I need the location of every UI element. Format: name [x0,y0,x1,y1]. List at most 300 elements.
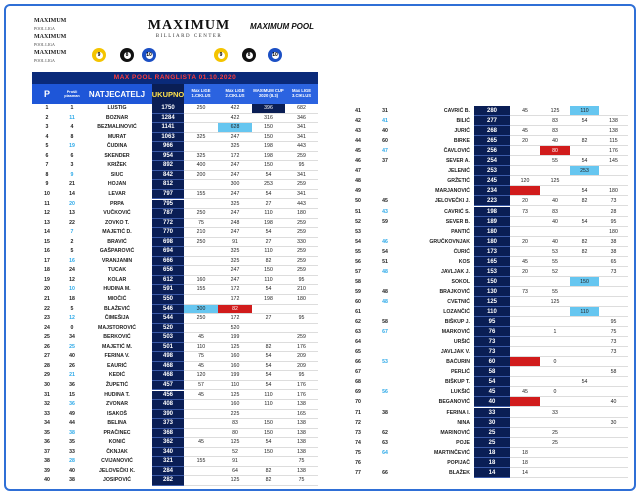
cycle-1-cell: 18 [510,448,540,458]
logo-small-2-text: MAXIMUM [34,34,67,40]
cycle-2-cell: 91 [218,457,252,467]
cycle-1-cell: 20 [510,237,540,247]
previous-cell: 13 [69,210,75,217]
cycle-3-cell: 259 [285,247,318,257]
total-cell: 245 [474,176,510,186]
cycle-2-cell [540,458,570,468]
total-cell: 842 [152,171,184,181]
cup-cell: 198 [252,142,285,152]
cycle-1-cell: 120 [510,176,540,186]
billiard-ball-icon [142,48,156,62]
cycle-2-cell [540,186,570,196]
previous-cell [376,377,394,387]
previous-cell: 16 [69,257,75,264]
cycle-3-cell [599,297,628,307]
table-row [32,285,318,295]
table-row [340,317,628,327]
table-row [32,114,318,124]
cup-cell: 110 [252,209,285,219]
cycle-1-cell: 45 [184,391,218,401]
previous-cell: 35 [69,439,75,446]
cup-cell: 54 [252,371,285,381]
cycle-2-cell: 82 [218,305,252,315]
cycle-2-cell [540,317,570,327]
previous-cell: 66 [382,469,388,476]
cycle-3-cell: 65 [599,257,628,267]
total-cell: 340 [152,448,184,458]
cycle-3-cell: 180 [285,209,318,219]
cycle-3-cell: 180 [599,227,628,237]
total-cell: 520 [152,324,184,334]
cycle-1-cell [184,429,218,439]
logo-small-1 [34,18,66,32]
rank-cell: 58 [355,278,361,285]
ranking-banner: MAX POOL RANGLISTA 01.10.2020 [32,72,318,84]
cycle-3-cell [599,448,628,458]
cycle-1-cell: 75 [184,352,218,362]
cup-cell: 316 [252,114,285,124]
cycle-3-cell: 38 [599,237,628,247]
rank-cell: 4 [45,133,49,140]
total-cell: 457 [152,381,184,391]
cycle-3-cell: 73 [599,347,628,357]
billiard-ball-icon [268,48,282,62]
rank-cell: 62 [355,319,361,326]
cycle-2-cell: 172 [218,314,252,324]
cycle-2-cell: 325 [218,257,252,267]
total-cell: 546 [152,305,184,315]
player-name-cell: BIRKE [453,138,470,145]
cycle-2-cell [540,448,570,458]
rank-cell: 75 [355,449,361,456]
cup-cell [252,333,285,343]
right-ranking-table [340,106,628,478]
cup-cell [570,397,599,407]
brand-logo-subtitle: BILLIARD CENTER [155,34,223,39]
cycle-3-cell: 443 [285,142,318,152]
rank-cell: 66 [355,359,361,366]
cup-cell [570,287,599,297]
table-row [340,397,628,407]
cup-cell [252,410,285,420]
total-cell: 18 [474,458,510,468]
total-cell: 966 [152,142,184,152]
rank-cell: 44 [355,138,361,145]
total-cell: 130 [474,287,510,297]
cycle-2-cell [540,468,570,478]
cup-cell: 150 [252,448,285,458]
previous-cell [376,166,394,176]
cup-cell: 54 [252,190,285,200]
total-cell: 795 [152,200,184,210]
cycle-3-cell: 95 [285,371,318,381]
total-cell: 268 [474,126,510,136]
table-row [32,104,318,114]
table-row [32,228,318,238]
rank-cell: 13 [44,219,50,226]
player-name-cell: BOZNAR [105,114,129,121]
player-name-cell: CAVRIĆ S. [444,208,470,215]
cycle-2-cell: 0 [540,357,570,367]
rank-cell: 10 [44,190,50,197]
table-row [340,267,628,277]
cycle-1-cell [510,307,540,317]
table-row [32,257,318,267]
rank-cell: 60 [355,298,361,305]
total-cell: 362 [152,438,184,448]
previous-cell: 48 [382,268,388,275]
player-name-cell: GRŽETIĆ [447,178,470,185]
player-name-cell: MAJETIĆ M. [102,343,132,350]
cup-cell [570,428,599,438]
cycle-2-cell: 172 [218,152,252,162]
cycle-3-cell: 259 [285,333,318,343]
cycle-3-cell: 443 [285,200,318,210]
cycle-2-cell: 40 [540,196,570,206]
cycle-2-cell: 325 [218,142,252,152]
rank-cell: 37 [44,448,50,455]
cycle-3-cell: 209 [285,362,318,372]
table-row [32,238,318,248]
rank-cell: 16 [44,248,50,255]
previous-cell: 34 [69,334,75,341]
cycle-2-cell: 160 [218,362,252,372]
cycle-3-cell [599,307,628,317]
total-cell: 60 [474,357,510,367]
cycle-3-cell: 138 [285,400,318,410]
total-cell: 591 [152,285,184,295]
cycle-1-cell [510,217,540,227]
player-name-cell: CVETNIĆ [447,298,470,305]
table-row [32,209,318,219]
logo-small-3-text: MAXIMUM [34,50,67,56]
rank-cell: 6 [45,152,49,159]
rank-cell: 24 [44,324,50,331]
player-name-cell: ŽUPETIĆ [105,381,129,388]
column-header-cup: MAXIMUM CUP 2020 (8.3) [252,84,285,104]
player-name-cell: LOZANČIĆ [443,309,470,315]
table-row [32,333,318,343]
total-cell: 30 [474,418,510,428]
rank-cell: 72 [355,419,361,426]
player-name-cell: MARTINČEVIĆ [433,449,470,456]
cycle-2-cell: 83 [540,116,570,126]
total-cell: 694 [152,247,184,257]
cycle-1-cell [510,357,540,367]
total-cell: 812 [152,180,184,190]
total-cell: 373 [152,419,184,429]
total-cell: 892 [152,161,184,171]
cycle-3-cell [599,377,628,387]
player-name-cell: MARJANOVIĆ [435,188,470,195]
cycle-3-cell: 341 [285,190,318,200]
total-cell: 54 [474,377,510,387]
rank-cell: 52 [355,218,361,225]
cycle-1-cell [510,277,540,287]
cycle-3-cell: 341 [285,123,318,133]
cup-cell: 54 [252,285,285,295]
cycle-3-cell: 138 [285,448,318,458]
player-name-cell: FERINA I. [446,409,470,416]
table-row [340,408,628,418]
cycle-2-cell [540,367,570,377]
cup-cell [570,126,599,136]
cycle-1-cell [510,408,540,418]
rank-cell: 41 [355,108,361,114]
player-name-cell: POJE [456,439,470,446]
cycle-1-cell: 45 [510,126,540,136]
total-cell: 954 [152,152,184,162]
player-name-cell: ČUDINA [106,143,128,150]
cycle-2-cell: 247 [218,266,252,276]
cup-cell [570,227,599,237]
cycle-1-cell [510,297,540,307]
total-cell: 656 [152,266,184,276]
cycle-2-cell: 83 [540,207,570,217]
player-name-cell: LUSTIG [107,105,127,111]
cycle-2-cell: 520 [218,324,252,334]
total-cell: 153 [474,267,510,277]
table-row [32,295,318,305]
page-title: MAXIMUM POOL [250,22,314,31]
cycle-1-cell: 73 [510,287,540,297]
previous-cell: 60 [382,138,388,145]
previous-cell: 0 [70,324,74,331]
player-name-cell: ISAKOŠ [107,410,127,417]
cycle-2-cell [540,166,570,176]
billiard-ball-number: 9 [218,52,225,59]
cup-cell: 198 [252,295,285,305]
cycle-1-cell [510,317,540,327]
cycle-1-cell [184,200,218,210]
player-name-cell: SEVER B. [445,218,470,225]
rank-cell: 64 [355,339,361,346]
cup-cell [570,408,599,418]
player-name-cell: ĆURIĆ [453,248,470,255]
previous-cell: 49 [69,410,75,417]
cycle-1-cell [184,142,218,152]
previous-cell: 7 [70,229,74,236]
previous-cell: 8 [70,133,74,140]
total-cell: 1141 [152,123,184,133]
total-cell: 1284 [152,114,184,124]
table-row [340,207,628,217]
previous-cell: 5 [70,305,74,312]
cycle-3-cell: 138 [599,116,628,126]
cycle-3-cell [599,176,628,186]
previous-cell: 47 [382,148,388,155]
cup-cell: 150 [570,277,599,287]
rank-cell: 53 [355,228,361,235]
player-name-cell: MURAT [107,133,127,140]
table-row [32,476,318,486]
cup-cell [570,367,599,377]
cycle-1-cell [510,428,540,438]
cycle-1-cell [184,247,218,257]
left-ranking-table [32,12,318,486]
cycle-2-cell: 55 [540,287,570,297]
table-row [340,277,628,287]
total-cell: 321 [152,457,184,467]
table-row [340,458,628,468]
column-header-total: UKUPNO [152,84,184,104]
cycle-3-cell: 75 [285,476,318,486]
total-cell: 180 [474,227,510,237]
cycle-1-cell: 155 [184,457,218,467]
cup-cell: 150 [252,161,285,171]
previous-cell: 40 [382,128,388,135]
total-cell: 254 [474,156,510,166]
cycle-2-cell: 247 [218,161,252,171]
total-cell: 234 [474,186,510,196]
previous-cell: 19 [69,143,75,150]
cycle-2-cell: 25 [540,438,570,448]
table-row [340,357,628,367]
previous-cell: 12 [69,276,75,283]
table-row [32,410,318,420]
cycle-1-cell [184,476,218,486]
player-name-cell: SOKOL [451,278,470,285]
cup-cell: 82 [570,196,599,206]
player-name-cell: KRIŽEK [107,162,127,169]
previous-cell: 43 [382,208,388,215]
cycle-2-cell: 225 [218,410,252,420]
cycle-1-cell: 45 [184,333,218,343]
table-row [340,186,628,196]
cycle-1-cell: 160 [184,276,218,286]
cycle-2-cell [540,337,570,347]
cycle-2-cell: 110 [218,381,252,391]
rank-cell: 33 [44,410,50,417]
cycle-1-cell: 120 [184,371,218,381]
cycle-3-cell: 176 [285,391,318,401]
cycle-1-cell [510,116,540,126]
table-row [32,448,318,458]
rank-cell: 34 [44,420,50,427]
cup-cell [570,458,599,468]
rank-cell: 2 [45,114,49,121]
cycle-3-cell [599,357,628,367]
cycle-1-cell: 75 [184,219,218,229]
total-cell: 73 [474,347,510,357]
billiard-ball-icon [214,48,228,62]
cup-cell: 150 [252,133,285,143]
previous-cell: 36 [69,401,75,408]
cycle-2-cell: 125 [218,391,252,401]
total-cell: 544 [152,314,184,324]
total-cell: 468 [152,362,184,372]
cycle-3-cell: 73 [599,196,628,206]
table-row [32,419,318,429]
player-name-cell: PANTIĆ [451,228,470,235]
cycle-3-cell: 73 [599,337,628,347]
rank-cell: 74 [355,439,361,446]
cycle-1-cell: 250 [184,209,218,219]
cycle-1-cell [510,337,540,347]
cup-cell: 82 [570,237,599,247]
cycle-2-cell [540,377,570,387]
player-name-cell: PERLIĆ [450,369,470,376]
cycle-2-cell: 125 [540,176,570,186]
cup-cell: 27 [252,238,285,248]
cup-cell: 110 [570,307,599,317]
rank-cell: 17 [44,257,50,264]
cycle-1-cell [184,324,218,334]
cup-cell: 54 [252,381,285,391]
player-name-cell: JOSIPOVIĆ [103,477,131,484]
total-cell: 25 [474,438,510,448]
total-cell: 284 [152,467,184,477]
total-cell: 223 [474,196,510,206]
cycle-1-cell: 250 [184,238,218,248]
cycle-2-cell: 80 [540,146,570,156]
cycle-1-cell [510,156,540,166]
previous-cell: 2 [70,238,74,245]
table-row [340,196,628,206]
previous-cell: 31 [382,108,388,114]
player-name-cell: BEZMALINOVIĆ [97,124,137,131]
previous-cell: 25 [69,343,75,350]
cycle-2-cell: 52 [218,448,252,458]
previous-cell [376,307,394,317]
table-row [32,200,318,210]
table-row [32,343,318,353]
cup-cell: 54 [570,217,599,227]
previous-cell [376,227,394,237]
cycle-1-cell: 210 [184,228,218,238]
column-header-cycle-3: Max LIGE 3.CIKLUS [285,84,318,104]
cycle-2-cell: 247 [218,190,252,200]
cycle-2-cell: 247 [218,171,252,181]
table-row [32,180,318,190]
cycle-3-cell: 138 [599,126,628,136]
logo-small-1-sub: POOL LIGA [34,26,55,31]
brand-logo-text: MAXIMUM [147,18,231,33]
cycle-1-cell: 45 [510,106,540,116]
previous-cell: 1 [70,105,74,111]
rank-cell: 73 [355,429,361,436]
cup-cell [570,176,599,186]
rank-cell: 46 [355,158,361,165]
total-cell: 772 [152,219,184,229]
player-name-cell: PRAČINEC [103,429,131,436]
player-name-cell: MAJSTOROVIĆ [98,324,136,331]
cup-cell: 82 [570,247,599,257]
rank-cell: 48 [355,178,361,185]
previous-cell: 24 [69,267,75,274]
total-cell: 253 [474,166,510,176]
left-table-body [32,104,318,486]
table-row [340,166,628,176]
previous-cell: 9 [70,171,74,178]
cup-cell: 82 [252,257,285,267]
cup-cell [570,347,599,357]
cup-cell [570,438,599,448]
player-name-cell: SIUC [110,171,124,178]
cycle-2-cell: 160 [218,400,252,410]
cycle-3-cell [599,468,628,478]
cycle-1-cell: 14 [510,468,540,478]
rank-cell: 15 [44,238,50,245]
cycle-1-cell [184,114,218,124]
total-cell: 14 [474,468,510,478]
table-row [32,457,318,467]
player-name-cell: VRANJANIN [101,257,133,264]
total-cell: 150 [474,277,510,287]
player-name-cell: BAĆURIN [446,359,470,366]
rank-cell: 28 [44,362,50,369]
total-cell: 408 [152,400,184,410]
